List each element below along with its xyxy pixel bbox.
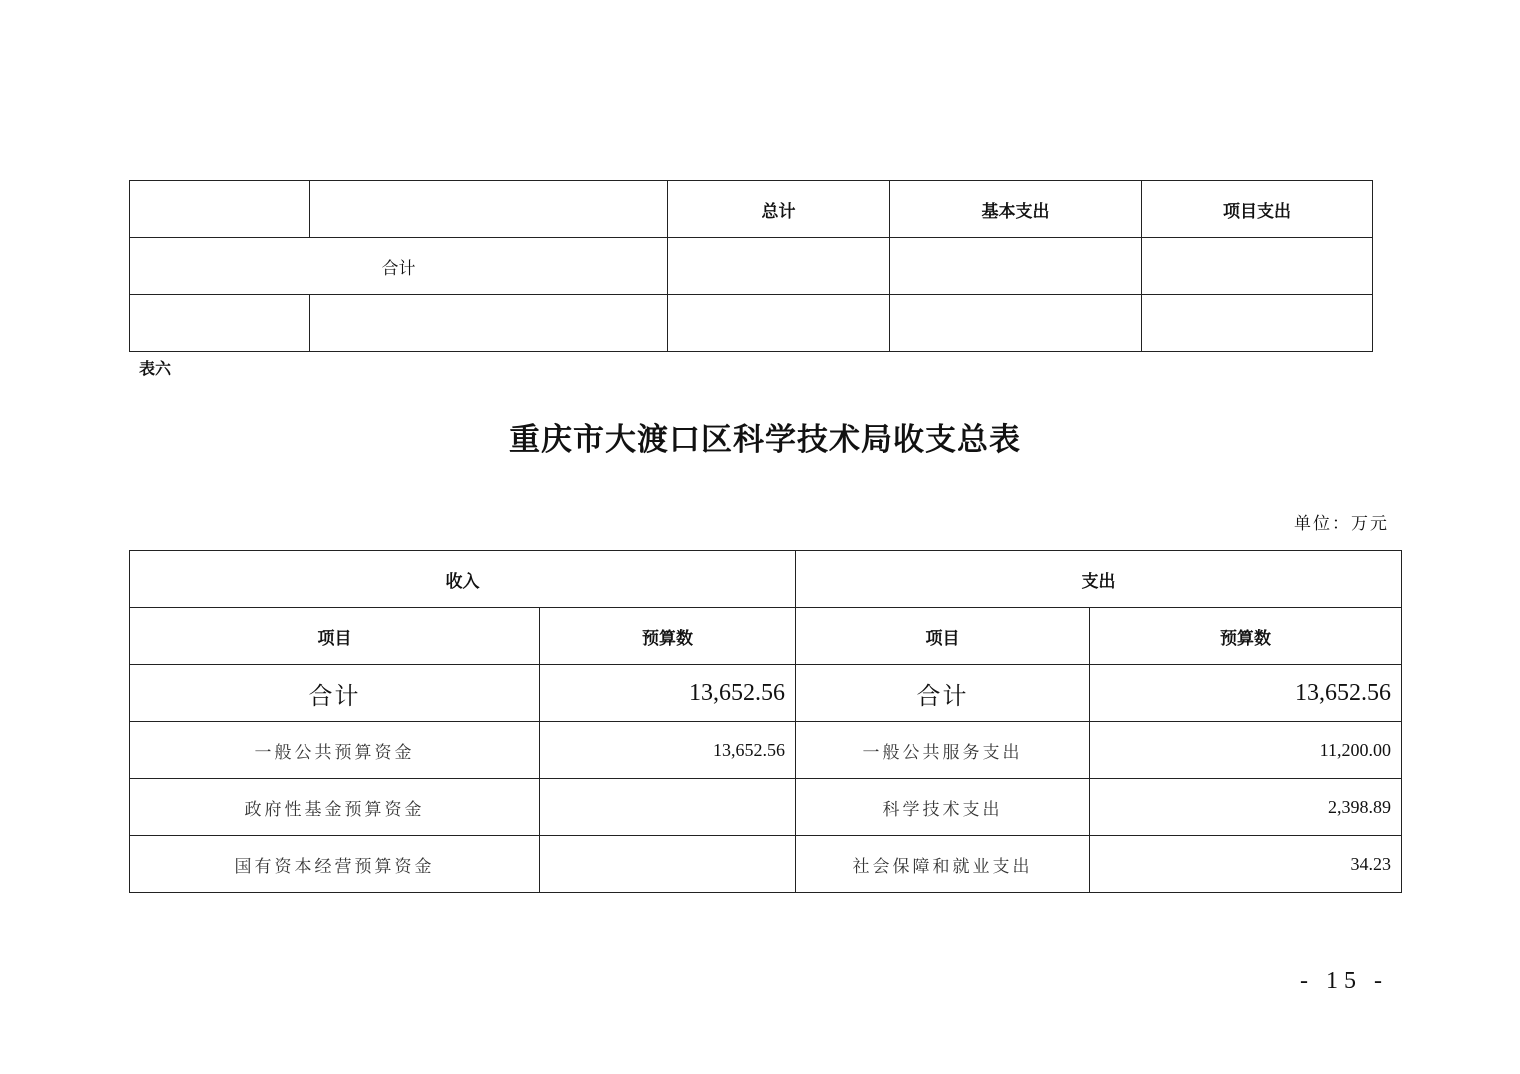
income-item-header: 项目 — [130, 608, 540, 665]
table-cell — [890, 238, 1142, 295]
document-title: 重庆市大渡口区科学技术局收支总表 — [509, 422, 1021, 458]
header-project-expense: 项目支出 — [1142, 181, 1373, 238]
budget-summary-table — [129, 550, 1402, 893]
header-basic-expense: 基本支出 — [890, 181, 1142, 238]
table-row — [130, 722, 1402, 779]
header-total: 总计 — [668, 181, 890, 238]
expense-total-label: 合计 — [796, 665, 1090, 722]
expense-value: 2,398.89 — [1090, 779, 1402, 836]
table-cell — [1142, 238, 1373, 295]
header-cell — [130, 181, 310, 238]
table-caption: 表六 — [139, 359, 172, 378]
expense-item: 社会保障和就业支出 — [796, 836, 1090, 893]
expense-item-header: 项目 — [796, 608, 1090, 665]
section-header-row — [130, 551, 1402, 608]
expense-value: 34.23 — [1090, 836, 1402, 893]
income-item: 一般公共预算资金 — [130, 722, 540, 779]
expense-budget-header: 预算数 — [1090, 608, 1402, 665]
table-cell — [668, 238, 890, 295]
income-item: 国有资本经营预算资金 — [130, 836, 540, 893]
expense-item: 一般公共服务支出 — [796, 722, 1090, 779]
income-total-label: 合计 — [130, 665, 540, 722]
income-value: 13,652.56 — [540, 722, 796, 779]
income-budget-header: 预算数 — [540, 608, 796, 665]
expense-item: 科学技术支出 — [796, 779, 1090, 836]
income-value — [540, 836, 796, 893]
previous-table — [129, 180, 1373, 352]
unit-label: 单位：万元 — [1294, 514, 1389, 534]
previous-table-total-row — [130, 238, 1373, 295]
table-row — [130, 836, 1402, 893]
expense-value: 11,200.00 — [1090, 722, 1402, 779]
table-row — [130, 779, 1402, 836]
previous-table-header-row — [130, 181, 1373, 238]
table-cell — [1142, 295, 1373, 352]
header-cell — [310, 181, 668, 238]
page-number: - 15 - — [1300, 968, 1388, 994]
total-row — [130, 665, 1402, 722]
table-cell — [890, 295, 1142, 352]
income-value — [540, 779, 796, 836]
expense-header: 支出 — [796, 551, 1402, 608]
previous-table-empty-row — [130, 295, 1373, 352]
income-item: 政府性基金预算资金 — [130, 779, 540, 836]
expense-total-value: 13,652.56 — [1090, 665, 1402, 722]
total-row-label: 合计 — [130, 238, 668, 295]
income-total-value: 13,652.56 — [540, 665, 796, 722]
income-header: 收入 — [130, 551, 796, 608]
table-cell — [130, 295, 310, 352]
table-cell — [310, 295, 668, 352]
column-header-row — [130, 608, 1402, 665]
table-cell — [668, 295, 890, 352]
